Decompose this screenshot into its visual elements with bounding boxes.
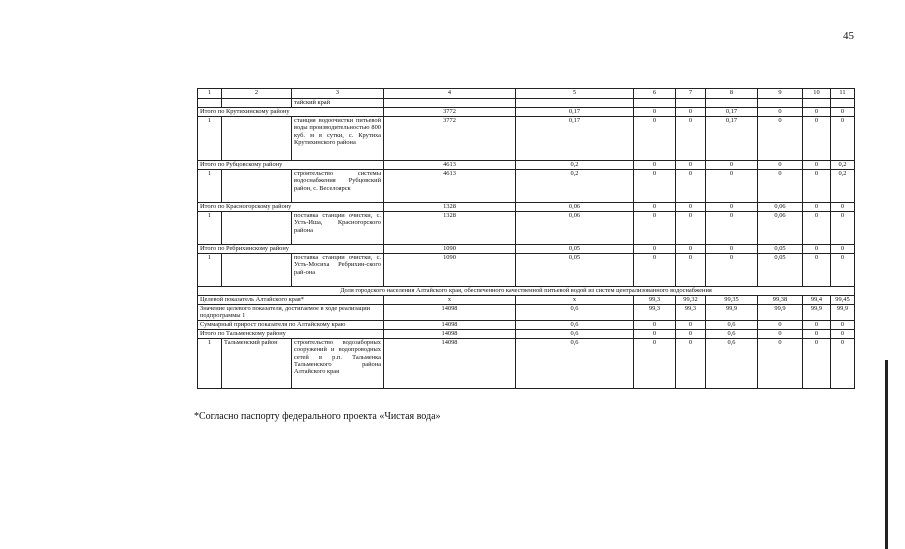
value-cell: 0 — [676, 170, 706, 203]
value-cell: 0,05 — [758, 245, 803, 254]
program-table — [197, 88, 855, 389]
value-cell: 0 — [758, 320, 803, 329]
row-district — [222, 170, 292, 203]
row-district — [222, 117, 292, 161]
value-cell: 0 — [676, 320, 706, 329]
value-cell: 0 — [676, 329, 706, 338]
value-cell: 0 — [758, 329, 803, 338]
page-number: 45 — [843, 30, 854, 42]
row-description: поставка станции очистки, с. Усть-Иша, Красногорского района — [292, 212, 384, 245]
value-cell: 0,6 — [706, 329, 758, 338]
value-cell: 0 — [676, 245, 706, 254]
value-cell: 0,17 — [516, 108, 634, 117]
value-cell: 0,6 — [516, 320, 634, 329]
value-cell: 0 — [676, 338, 706, 388]
value-cell: 0 — [634, 329, 676, 338]
value-cell: 0 — [634, 203, 676, 212]
cell-text: тайский край — [292, 99, 384, 108]
value-cell: 99,9 — [803, 305, 831, 321]
table-row — [198, 287, 855, 296]
table-header-row — [198, 89, 855, 99]
table-row — [198, 320, 855, 329]
section-title: Доля городского населения Алтайского края, обеспеченного качественной питьевой водой из систем централизованного водоснабжения — [198, 287, 855, 296]
value-cell: 3772 — [384, 108, 516, 117]
value-cell: 0 — [634, 320, 676, 329]
row-number: 1 — [198, 117, 222, 161]
value-cell: 0 — [803, 108, 831, 117]
value-cell: 99,9 — [706, 305, 758, 321]
row-label: Значение целевого показателя, достигаемое в ходе реализации подпрограммы 1 — [198, 305, 384, 321]
value-cell: 0 — [706, 170, 758, 203]
table-row — [198, 212, 855, 245]
value-cell: х — [516, 296, 634, 305]
value-cell: 0 — [634, 117, 676, 161]
value-cell: 0,2 — [516, 161, 634, 170]
value-cell: 0 — [758, 338, 803, 388]
value-cell: 0 — [634, 212, 676, 245]
value-cell: 0,06 — [516, 203, 634, 212]
row-number: 1 — [198, 254, 222, 287]
header-cell: 5 — [516, 89, 634, 99]
table-row — [198, 170, 855, 203]
value-cell: 0 — [758, 117, 803, 161]
cell-empty — [384, 99, 516, 108]
value-cell: х — [384, 296, 516, 305]
header-cell: 10 — [803, 89, 831, 99]
value-cell: 4613 — [384, 161, 516, 170]
value-cell: 99,4 — [803, 296, 831, 305]
value-cell: 0 — [758, 108, 803, 117]
header-cell: 6 — [634, 89, 676, 99]
value-cell: 0 — [831, 254, 855, 287]
value-cell: 0 — [634, 245, 676, 254]
value-cell: 0 — [831, 108, 855, 117]
table-row — [198, 99, 855, 108]
table-row — [198, 329, 855, 338]
value-cell: 0 — [831, 212, 855, 245]
value-cell: 0,05 — [758, 254, 803, 287]
value-cell: 0 — [676, 203, 706, 212]
value-cell: 99,9 — [831, 305, 855, 321]
row-description: строительство системы водоснабжения Рубцовский район, с. Веселоярск — [292, 170, 384, 203]
row-number: 1 — [198, 212, 222, 245]
value-cell: 99,45 — [831, 296, 855, 305]
row-label: Итого по Тальменскому району — [198, 329, 384, 338]
value-cell: 0 — [803, 117, 831, 161]
cell-empty — [676, 99, 706, 108]
value-cell: 99,9 — [758, 305, 803, 321]
row-description: поставка станции очистки, с. Усть-Мосиха Ребрихин-ского рай-она — [292, 254, 384, 287]
value-cell: 99,35 — [706, 296, 758, 305]
value-cell: 1090 — [384, 254, 516, 287]
value-cell: 0 — [803, 245, 831, 254]
value-cell: 0,05 — [516, 254, 634, 287]
value-cell: 0 — [676, 117, 706, 161]
value-cell: 0 — [634, 170, 676, 203]
value-cell: 0 — [758, 170, 803, 203]
header-cell: 8 — [706, 89, 758, 99]
value-cell: 0,2 — [831, 161, 855, 170]
value-cell: 0 — [706, 212, 758, 245]
value-cell: 14098 — [384, 320, 516, 329]
value-cell: 0 — [803, 203, 831, 212]
row-number: 1 — [198, 338, 222, 388]
value-cell: 0 — [803, 338, 831, 388]
header-cell: 3 — [292, 89, 384, 99]
table-row — [198, 161, 855, 170]
value-cell: 0 — [831, 245, 855, 254]
value-cell: 14098 — [384, 338, 516, 388]
cell-empty — [516, 99, 634, 108]
value-cell: 99,32 — [676, 296, 706, 305]
value-cell: 3772 — [384, 117, 516, 161]
header-cell: 2 — [222, 89, 292, 99]
value-cell: 0,17 — [706, 117, 758, 161]
value-cell: 0 — [831, 338, 855, 388]
value-cell: 0,17 — [706, 108, 758, 117]
value-cell: 0,2 — [831, 170, 855, 203]
cell-empty — [758, 99, 803, 108]
value-cell: 99,38 — [758, 296, 803, 305]
value-cell: 4613 — [384, 170, 516, 203]
value-cell: 0 — [831, 117, 855, 161]
table-row — [198, 108, 855, 117]
value-cell: 0 — [706, 254, 758, 287]
value-cell: 0,6 — [516, 329, 634, 338]
table-row — [198, 254, 855, 287]
value-cell: 0 — [634, 254, 676, 287]
row-label: Суммарный прирост показателя по Алтайскому краю — [198, 320, 384, 329]
scan-edge-line — [885, 360, 888, 549]
value-cell: 0 — [634, 338, 676, 388]
value-cell: 0,06 — [758, 203, 803, 212]
value-cell: 0 — [634, 108, 676, 117]
row-label: Итого по Ребрихинскому району — [198, 245, 384, 254]
value-cell: 0,6 — [706, 338, 758, 388]
value-cell: 0 — [803, 170, 831, 203]
value-cell: 0,17 — [516, 117, 634, 161]
value-cell: 99,3 — [634, 296, 676, 305]
row-district — [222, 212, 292, 245]
value-cell: 0 — [831, 203, 855, 212]
table-row — [198, 296, 855, 305]
header-cell: 9 — [758, 89, 803, 99]
cell-empty — [706, 99, 758, 108]
value-cell: 0 — [706, 161, 758, 170]
value-cell: 0 — [803, 320, 831, 329]
value-cell: 0 — [706, 245, 758, 254]
cell-empty — [803, 99, 831, 108]
value-cell: 0 — [634, 161, 676, 170]
table-row — [198, 338, 855, 388]
header-cell: 4 — [384, 89, 516, 99]
table-row — [198, 203, 855, 212]
value-cell: 0 — [706, 203, 758, 212]
cell-empty — [634, 99, 676, 108]
row-label: Итого по Рубцовскому району — [198, 161, 384, 170]
value-cell: 99,3 — [676, 305, 706, 321]
value-cell: 1328 — [384, 212, 516, 245]
row-label: Итого по Крутихинскому району — [198, 108, 384, 117]
value-cell: 0 — [676, 108, 706, 117]
value-cell: 0 — [803, 329, 831, 338]
value-cell: 0 — [676, 212, 706, 245]
row-district: Тальменский район — [222, 338, 292, 388]
value-cell: 0 — [831, 320, 855, 329]
table-row — [198, 305, 855, 321]
value-cell: 0 — [803, 212, 831, 245]
value-cell: 14098 — [384, 305, 516, 321]
row-description: строительство водозаборных сооружений и водопроводных сетей в р.п. Тальменка Тальменского района Алтайского края — [292, 338, 384, 388]
value-cell: 0 — [803, 254, 831, 287]
header-cell: 11 — [831, 89, 855, 99]
value-cell: 1328 — [384, 203, 516, 212]
value-cell: 0,05 — [516, 245, 634, 254]
value-cell: 99,3 — [634, 305, 676, 321]
footnote: *Согласно паспорту федерального проекта «Чистая вода» — [194, 411, 441, 422]
value-cell: 0 — [831, 329, 855, 338]
value-cell: 0,06 — [758, 212, 803, 245]
row-district — [222, 254, 292, 287]
row-label: Целевой показатель Алтайского края* — [198, 296, 384, 305]
value-cell: 1090 — [384, 245, 516, 254]
value-cell: 14098 — [384, 329, 516, 338]
value-cell: 0 — [676, 161, 706, 170]
cell-empty — [198, 99, 222, 108]
table-row — [198, 245, 855, 254]
value-cell: 0 — [676, 254, 706, 287]
header-cell: 7 — [676, 89, 706, 99]
table-row — [198, 117, 855, 161]
value-cell: 0,6 — [516, 338, 634, 388]
cell-empty — [831, 99, 855, 108]
value-cell: 0,6 — [706, 320, 758, 329]
header-cell: 1 — [198, 89, 222, 99]
value-cell: 0,06 — [516, 212, 634, 245]
row-label: Итого по Красногорскому району — [198, 203, 384, 212]
value-cell: 0,6 — [516, 305, 634, 321]
value-cell: 0 — [758, 161, 803, 170]
value-cell: 0,2 — [516, 170, 634, 203]
row-description: станция водоочистки питьевой воды производительностью 800 куб. м в сутки, с. Крутиха Крутихинского района — [292, 117, 384, 161]
row-number: 1 — [198, 170, 222, 203]
value-cell: 0 — [803, 161, 831, 170]
cell-empty — [222, 99, 292, 108]
